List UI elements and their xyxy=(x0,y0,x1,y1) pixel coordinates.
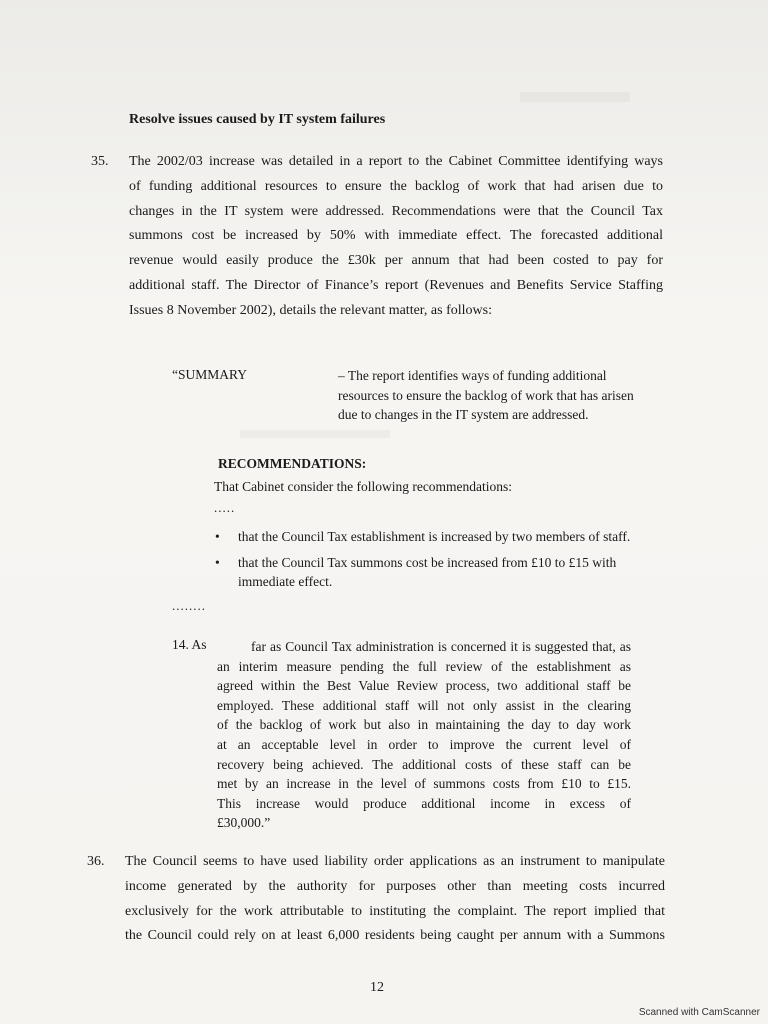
paragraph-line: an interim measure pending the full review of the establishment as xyxy=(217,658,631,674)
paragraph-line: revenue would easily produce the £30k per annum that had been costed to pay for xyxy=(129,253,663,269)
paragraph-line: The 2002/03 increase was detailed in a report to the Cabinet Committee identifying ways xyxy=(129,154,663,169)
paragraph-line: recovery being achieved. The additional costs of these staff can be xyxy=(217,756,631,772)
paragraph-line: agreed within the Best Value Review process, two additional staff be xyxy=(217,678,631,694)
paragraph-line: £30,000.” xyxy=(217,815,271,831)
quote-summary-text: – The report identifies ways of funding additional resources to ensure the backlog of work that has arisen due to changes in the IT system are addressed. xyxy=(338,368,634,423)
list-item xyxy=(214,553,654,592)
quote-summary-label: “SUMMARY xyxy=(172,367,248,382)
paragraph-line: met by an increase in the level of summons costs from £10 to £15. xyxy=(217,776,631,792)
recommendations-list xyxy=(214,527,654,598)
paragraph-line: at an acceptable level in order to improve the current level of xyxy=(217,736,631,752)
recommendations-heading: RECOMMENDATIONS: xyxy=(218,456,367,471)
paragraph-line: This increase would produce additional income in excess of xyxy=(217,795,631,811)
paragraph-36 xyxy=(87,850,665,949)
page-number: 12 xyxy=(370,980,384,995)
scanner-watermark: Scanned with CamScanner xyxy=(638,1007,760,1018)
paragraph-35 xyxy=(91,150,663,324)
quote-paragraph-14 xyxy=(217,637,631,833)
quote-paragraph-number: 14. As xyxy=(172,637,207,652)
paragraph-line: the Council could rely on at least 6,000 residents being caught per annum with a Summons xyxy=(125,928,665,944)
show-through-mark xyxy=(240,430,390,438)
bullet-icon: • xyxy=(215,554,220,570)
list-item-text: that the Council Tax establishment is increased by two members of staff. xyxy=(238,529,631,544)
paragraph-line: income generated by the authority for purposes other than meeting costs incurred xyxy=(125,878,665,894)
paragraph-number: 35. xyxy=(91,154,109,169)
paragraph-line: of the backlog of work but also in maintaining the day to day work xyxy=(217,717,631,733)
paragraph-line: Issues 8 November 2002), details the relevant matter, as follows: xyxy=(129,302,492,318)
omission-ellipsis: ........ xyxy=(172,598,206,613)
paragraph-line: changes in the IT system were addressed. Recommendations were that the Council Tax xyxy=(129,203,663,219)
paragraph-line: additional staff. The Director of Finance’s report (Revenues and Benefits Service Staffing xyxy=(129,277,663,293)
bullet-icon: • xyxy=(215,529,220,544)
show-through-mark xyxy=(520,92,630,102)
paragraph-line: far as Council Tax administration is concerned it is suggested that, as xyxy=(251,639,631,654)
paragraph-line: exclusively for the work attributable to instituting the complaint. The report implied that xyxy=(125,903,665,919)
paragraph-line: summons cost be increased by 50% with immediate effect. The forecasted additional xyxy=(129,228,663,244)
paragraph-number: 36. xyxy=(87,854,105,869)
paragraph-line: of funding additional resources to ensure the backlog of work that had arisen due to xyxy=(129,178,663,194)
recommendations-intro: That Cabinet consider the following recommendations: xyxy=(214,479,513,494)
omission-ellipsis: ..... xyxy=(214,500,236,515)
list-item xyxy=(214,527,654,547)
section-heading: Resolve issues caused by IT system failures xyxy=(129,112,386,127)
list-item-text: that the Council Tax summons cost be increased from £10 to £15 with immediate effect. xyxy=(238,554,617,590)
paragraph-line: employed. These additional staff will not only assist in the clearing xyxy=(217,697,631,713)
paragraph-line: The Council seems to have used liability order applications as an instrument to manipulate xyxy=(125,854,665,869)
